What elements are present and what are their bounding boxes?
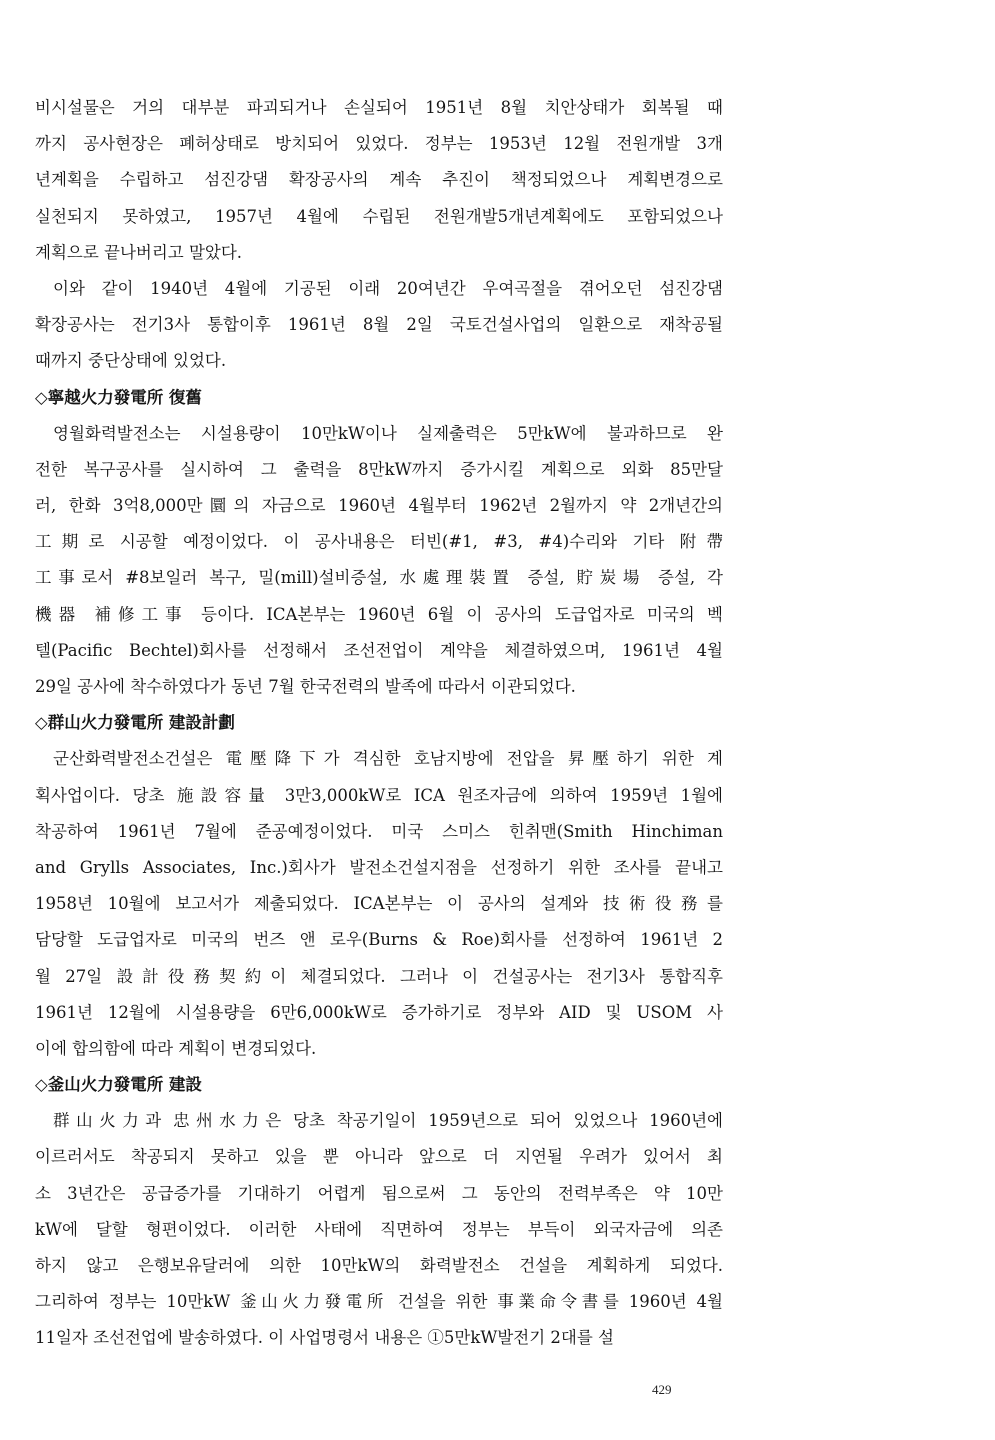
text-line: 工期로 시공할 예정이었다. 이 공사내용은 터빈(#1, #3, #4)수리와 기타 附帶 xyxy=(35,532,723,552)
text-line: 계획으로 끝나버리고 말았다. xyxy=(35,242,243,262)
heading-text: ◇寧越火力發電所 復舊 xyxy=(35,387,202,407)
heading-text: ◇群山火力發電所 建設計劃 xyxy=(35,713,235,733)
text-line: 까지 공사현장은 폐허상태로 방치되어 있었다. 정부는 1953년 12월 전원개발 3개 xyxy=(35,134,723,154)
text-line: 1961년 12월에 시설용량을 6만6,000kW로 증가하기로 정부와 AID 및 USOM 사 xyxy=(35,1002,723,1022)
section-heading xyxy=(35,705,723,741)
text-line: 機器 補修工事 등이다. ICA본부는 1960년 6월 이 공사의 도급업자로 미국의 벡 xyxy=(35,604,723,624)
paragraph xyxy=(35,271,723,380)
text-line: 착공하여 1961년 7월에 준공예정이었다. 미국 스미스 힌취맨(Smith Hinchiman xyxy=(35,821,723,841)
text-line: 전한 복구공사를 실시하여 그 출력을 8만kW까지 증가시킬 계획으로 외화 85만달 xyxy=(35,459,723,479)
text-line: 실천되지 못하였고, 1957년 4월에 수립된 전원개발5개년계획에도 포함되었으나 xyxy=(35,206,723,226)
text-line: 그리하여 정부는 10만kW 釜山火力發電所 건설을 위한 事業命令書를 1960년 4월 xyxy=(35,1292,723,1312)
text-line: 群山火力과 忠州水力은 당초 착공기일이 1959년으로 되어 있었으나 1960년에 xyxy=(53,1111,723,1131)
section-heading xyxy=(35,380,723,416)
text-line: 영월화력발전소는 시설용량이 10만kW이나 실제출력은 5만kW에 불과하므로 완 xyxy=(53,423,723,443)
text-line: 군산화력발전소건설은 電壓降下가 격심한 호남지방에 전압을 昇壓하기 위한 계 xyxy=(53,749,723,769)
text-line: 텔(Pacific Bechtel)회사를 선정해서 조선전업이 계약을 체결하였으며, 1961년 4월 xyxy=(35,640,723,660)
text-line: 담당할 도급업자로 미국의 번즈 앤 로우(Burns & Roe)회사를 선정하여 1961년 2 xyxy=(35,930,723,950)
text-line: 획사업이다. 당초 施設容量 3만3,000kW로 ICA 원조자금에 의하여 1959년 1월에 xyxy=(35,785,723,805)
text-line: 러, 한화 3억8,000만圜의 자금으로 1960년 4월부터 1962년 2월까지 약 2개년간의 xyxy=(35,496,723,516)
text-line: 때까지 중단상태에 있었다. xyxy=(35,351,227,371)
paragraph xyxy=(35,416,723,706)
text-line: 이와 같이 1940년 4월에 기공된 이래 20여년간 우여곡절을 겪어오던 섬진강댐 xyxy=(53,278,723,298)
text-line: 소 3년간은 공급증가를 기대하기 어렵게 됨으로써 그 동안의 전력부족은 약 10만 xyxy=(35,1183,723,1203)
section-heading xyxy=(35,1067,723,1103)
page-number: 429 xyxy=(652,1382,672,1397)
text-line: 이르러서도 착공되지 못하고 있을 뿐 아니라 앞으로 더 지연될 우려가 있어서 최 xyxy=(35,1147,723,1167)
text-line: 비시설물은 거의 대부분 파괴되거나 손실되어 1951년 8월 치안상태가 회복될 때 xyxy=(35,98,723,117)
paragraph xyxy=(35,741,723,1067)
document-body xyxy=(35,90,723,1357)
text-line: 이에 합의함에 따라 계획이 변경되었다. xyxy=(35,1038,317,1058)
text-line: 29일 공사에 착수하였다가 동년 7월 한국전력의 발족에 따라서 이관되었다. xyxy=(35,677,576,696)
paragraph xyxy=(35,1103,723,1356)
text-line: 확장공사는 전기3사 통합이후 1961년 8월 2일 국토건설사업의 일환으로 재착공될 xyxy=(35,315,723,335)
text-line: kW에 달할 형편이었다. 이러한 사태에 직면하여 정부는 부득이 외국자금에 의존 xyxy=(35,1219,723,1239)
text-line: 11일자 조선전업에 발송하였다. 이 사업명령서 내용은 ①5만kW발전기 2대를 설 xyxy=(35,1328,614,1348)
text-line: 월 27일 設計役務契約이 체결되었다. 그러나 이 건설공사는 전기3사 통합직후 xyxy=(35,966,723,986)
heading-text: ◇釜山火力發電所 建設 xyxy=(35,1075,202,1095)
text-line: 년계획을 수립하고 섬진강댐 확장공사의 계속 추진이 책정되었으나 계획변경으로 xyxy=(35,170,723,190)
text-line: 1958년 10월에 보고서가 제출되었다. ICA본부는 이 공사의 설계와 技術役務를 xyxy=(35,894,723,914)
paragraph xyxy=(35,90,723,271)
text-line: 하지 않고 은행보유달러에 의한 10만kW의 화력발전소 건설을 계획하게 되었다. xyxy=(35,1256,723,1275)
text-line: 工事로서 #8보일러 복구, 밀(mill)설비증설, 水處理裝置 증설, 貯炭場 증설, 각 xyxy=(35,568,723,588)
text-line: and Grylls Associates, Inc.)회사가 발전소건설지점을 선정하기 위한 조사를 끝내고 xyxy=(35,857,723,877)
